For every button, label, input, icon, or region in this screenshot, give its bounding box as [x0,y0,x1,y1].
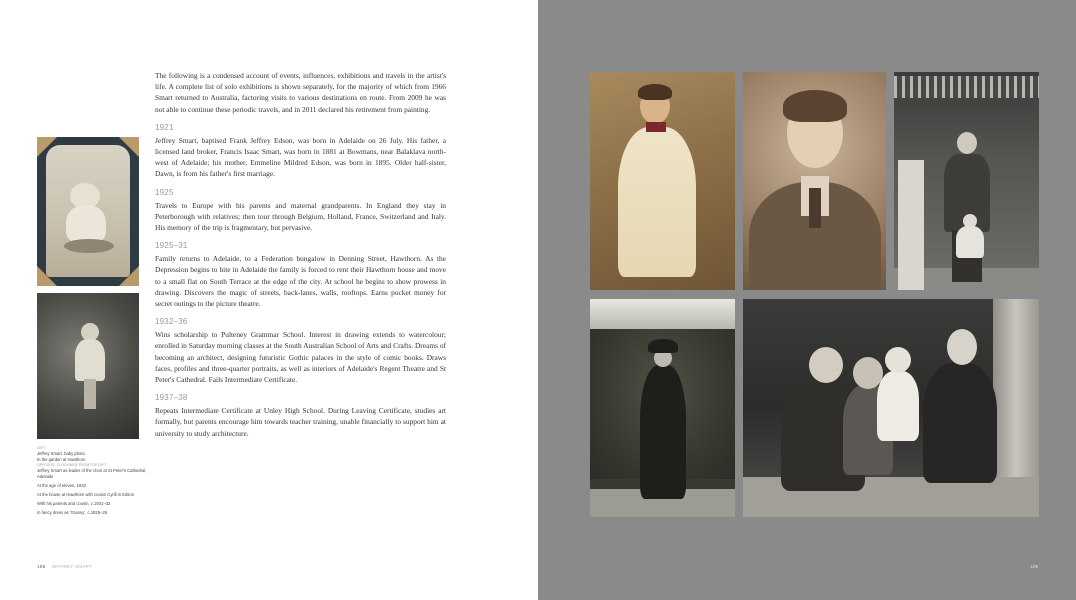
entry-year: 1932–36 [155,317,188,327]
choir-photo [590,72,735,290]
garden-woman-photo [590,299,735,517]
entry-year: 1925 [155,187,174,197]
page-number: 109 [1030,564,1038,569]
caption: At the age of eleven, 1932 [37,483,86,488]
photo-captions [37,446,147,516]
running-head: JEFFREY SMART [51,564,93,569]
caption: In fancy dress as 'Granny', c.1925–26 [37,510,108,515]
chronology-entry [155,187,446,234]
page-number: 108 [37,564,46,569]
entry-text: Repeats Intermediate Certificate at Unley High School. During Leaving Certificate, studies art formally, but parents encourage him towards teacher training, unable financially to support him at university to study architecture. [155,406,446,438]
chronology-entry [155,240,446,309]
entry-year: 1921 [155,122,174,132]
entry-text: Wins scholarship to Pulteney Grammar School. Interest in drawing extends to watercolour; enrolled in Saturday morning classes at the South Australian School of Arts and Crafts. Dreams of becoming an architect, designing futuristic Gothic palaces in the style of comic books. Draws faces, profiles and three-quarter portraits, as well as interiors of Adelaide's Regent Theatre and St Peter's Cathedral. Fails Intermediate Certificate. [155,330,446,385]
baby-photo-card [46,145,130,277]
left-folio [37,564,92,569]
entry-year: 1937–38 [155,393,188,403]
baby-photo [37,137,139,286]
entry-year: 1925–31 [155,241,188,251]
entry-text: Family returns to Adelaide, to a Federation bungalow in Denning Street, Hawthorn. As the Depression begins to bite in Adelaide the family is forced to rent their Hawthorn house and move to a small flat on South Terrace at the edge of the city. At school he begins to show prowess in drawing. Discovers the magic of streets, back-lanes, walls, rooftops. Earns pocket money for secret outings to the picture theatre. [155,254,446,309]
caption: Jeffrey Smart as leader of the choir at St Peter's Cathedral, Adelaide [37,468,147,479]
garden-photo [37,293,139,439]
caption: With his parents and cousin, c.1931–32 [37,501,111,506]
caption-label: OPPOSITE: CLOCKWISE FROM TOP LEFT [37,463,107,467]
intro-paragraph: The following is a condensed account of events, influences, exhibitions and travels in the artist's life. A complete list of solo exhibitions is shown separately, for the majority of which from 1966 Smart returned to Australia, factoring visits to various destinations en route. From 2009 he was not able to continue these periodic travels, and in 2011 declared his retirement from painting. [155,71,446,114]
chronology-text [155,70,446,439]
caption: At the house at Hawthorn with cousin Cyrill in Edson [37,492,135,497]
portrait-photo [743,72,886,290]
entry-text: Travels to Europe with his parents and maternal grandparents. In England they stay in Peterborough with relatives; then tour through Belgium, Holland, France, Switzerland and Italy. His memory of the trip is fragmentary, but pervasive. [155,200,446,233]
caption: In the garden at Hawthorn [37,457,86,462]
chronology-entry [155,122,446,180]
family-photo [743,299,1039,517]
caption-label: LEFT: [37,446,47,450]
chronology-entry [155,392,446,439]
entry-text: Jeffrey Smart, baptised Frank Jeffrey Edson, was born in Adelaide on 26 July. His father, a licensed land broker, Francis Isaac Smart, was born in 1881 at Bowmans, near Balaklava north-west of Adelaide; his mother, Emmeline Mildred Edson, was born in 1895. Older half-sister, Dawn, is from his father's first marriage. [155,135,446,179]
caption: Jeffrey Smart, baby photo [37,451,85,456]
chronology-entry [155,316,446,385]
porch-photo [894,72,1039,290]
